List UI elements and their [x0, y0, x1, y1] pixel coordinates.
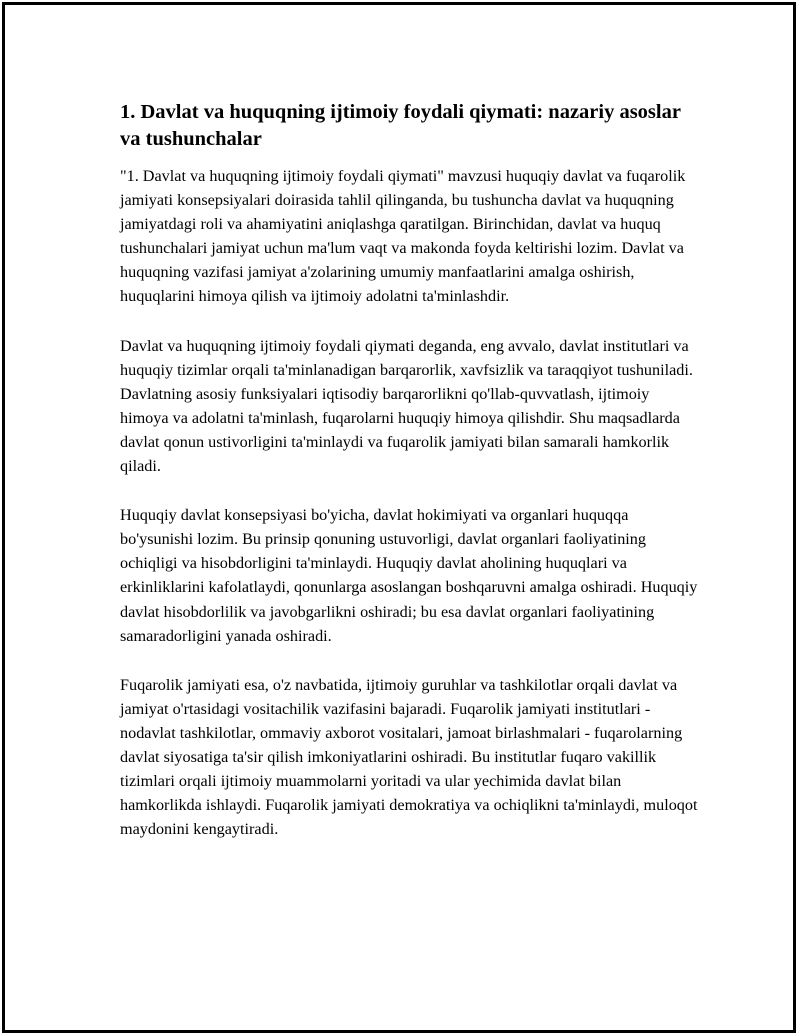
paragraph-2: Davlat va huquqning ijtimoiy foydali qiymati deganda, eng avvalo, davlat institutlari va huquqiy tizimlar orqali ta'minlanadigan barqarorlik, xavfsizlik va taraqqiyot tushuniladi. Davlatning asosiy funksiyalari iqtisodiy barqarorlikni qo'llab-quvvatlash, ijtimoiy himoya va adolatni ta'minlash, fuqarolarni huquqiy himoya qilishdir. Shu maqsadlarda davlat qonun ustivorligini ta'minlaydi va fuqarolik jamiyati bilan samarali hamkorlik qiladi.: [120, 336, 693, 476]
document-body: [120, 99, 700, 866]
document-title: 1. Davlat va huquqning ijtimoiy foydali qiymati: nazariy asoslar va tushunchalar: [120, 101, 681, 150]
paragraph-4: Fuqarolik jamiyati esa, o'z navbatida, ijtimoiy guruhlar va tashkilotlar orqali davlat va jamiyat o'rtasidagi vositachilik vazifasini bajaradi. Fuqarolik jamiyati institutlari - nodavlat tashkilotlar, ommaviy axborot vositalari, jamoat birlashmalari - fuqarolarning davlat siyosatiga ta'sir qilish imkoniyatlarini oshiradi. Bu institutlar fuqaro vakillik tizimlari orqali ijtimoiy muammolarni yoritadi va ular yechimida davlat bilan hamkorlikda ishlaydi. Fuqarolik jamiyati demokratiya va ochiqlikni ta'minlaydi, muloqot maydonini kengaytiradi.: [120, 675, 698, 839]
paragraph-1: "1. Davlat va huquqning ijtimoiy foydali qiymati" mavzusi huquqiy davlat va fuqarolik jamiyati konsepsiyalari doirasida tahlil qilinganda, bu tushuncha davlat va huquqning jamiyatdagi roli va ahamiyatini aniqlashga qaratilgan. Birinchidan, davlat va huquq tushunchalari jamiyat uchun ma'lum vaqt va makonda foyda keltirishi lozim. Davlat va huquqning vazifasi jamiyat a'zolarining umumiy manfaatlarini amalga oshirish, huquqlarini himoya qilish va ijtimoiy adolatni ta'minlashdir.: [120, 167, 686, 306]
document-page: [2, 2, 796, 1033]
paragraph-3: Huquqiy davlat konsepsiyasi bo'yicha, davlat hokimiyati va organlari huquqqa bo'ysunishi lozim. Bu prinsip qonuning ustuvorligi, davlat organlari faoliyatining ochiqligi va hisobdorligini ta'minlaydi. Huquqiy davlat aholining huquqlari va erkinliklarini kafolatlaydi, qonunlarga asoslangan boshqaruvni amalga oshiradi. Huquqiy davlat hisobdorlilik va javobgarlikni oshiradi; bu esa davlat organlari faoliyatining samaradorligini yanada oshiradi.: [120, 506, 698, 645]
